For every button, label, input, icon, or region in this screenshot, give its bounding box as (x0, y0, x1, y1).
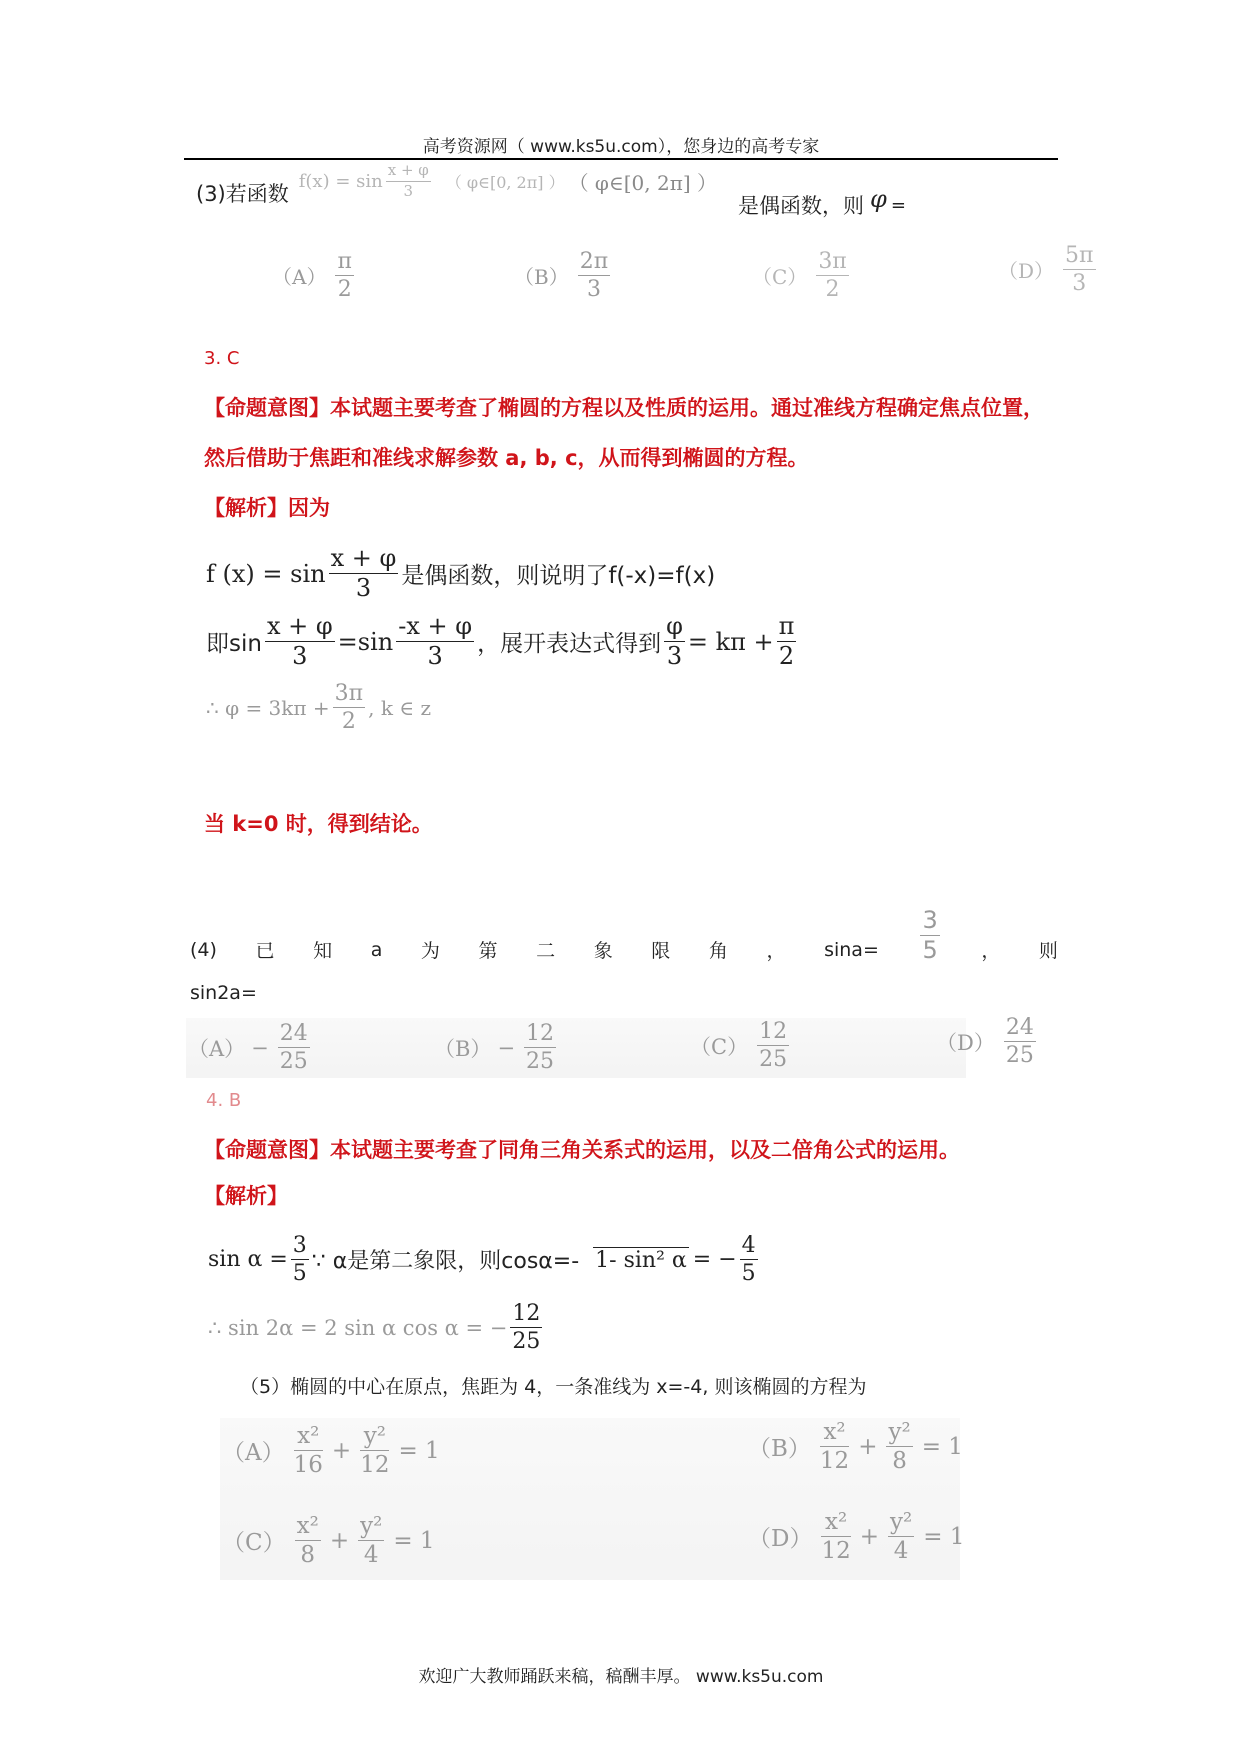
q5-option-c[interactable]: （C） $\frac{\text{x²}}{8}$ + $\frac{\text{y²}}{4}$ = 1 (222, 1513, 435, 1569)
q4-fraction: $\frac{3}{5}$ (922, 906, 938, 965)
q4-option-b[interactable]: （B） − $\frac{12}{25}$ (434, 1021, 555, 1075)
q5-option-b[interactable]: （B） $\frac{\text{x²}}{12}$ + $\frac{\text{y²}}{8}$ = 1 (748, 1419, 963, 1475)
q4-analysis-head: 【解析】 (204, 1184, 288, 1208)
q3-option-c[interactable]: （C） $\frac{3\pi}{2}$ (752, 249, 847, 303)
q3-analysis-line1: f (x) = sin $\frac{x + \varphi}{3}$ 是偶函数，则说明了f(-x)=f(x) (206, 544, 716, 603)
page-header (184, 132, 1058, 157)
q4-stem-line2: sin2a= (190, 982, 257, 1004)
q5-option-d[interactable]: （D） $\frac{\text{x²}}{12}$ + $\frac{\text{y²}}{4}$ = 1 (748, 1509, 965, 1565)
q3-analysis-line2: 即sin $\frac{x + \varphi}{3}$ =sin $\frac{-x + \varphi}{3}$ ，展开表达式得到 $\frac{\varphi}{3}$ = kπ + $\frac{\pi}{2}$ (206, 612, 795, 671)
q3-cond2: （ φ∈[0, 2π] ） (568, 170, 718, 195)
q4-sqrt: 1- sin² α (595, 1247, 687, 1273)
q4-option-a[interactable]: （A） − $\frac{24}{25}$ (188, 1021, 308, 1075)
q3-intent-line2: 然后借助于焦距和准线求解参数 a, b, c，从而得到椭圆的方程。 (204, 446, 809, 470)
q3-option-d[interactable]: （D） $\frac{5\pi}{3}$ (998, 243, 1094, 297)
header-title: 高考资源网（ www.ks5u.com），您身边的高考专家 (422, 137, 820, 157)
q4-intent: 【命题意图】本试题主要考查了同角三角关系式的运用，以及二倍角公式的运用。 (204, 1138, 960, 1162)
q3-analysis-line3: ∴ φ = 3kπ + $\frac{3\pi}{2}$ , k ∈ z (206, 681, 432, 735)
q4-answer: 4. B (206, 1090, 242, 1111)
q4-analysis-line1: sin α = $\frac{3}{5}$ ∵ α是第二象限，则cosα=- 1- sin² α = − $\frac{4}{5}$ (208, 1233, 756, 1287)
page-footer (184, 1662, 1058, 1687)
q4-option-d[interactable]: （D） $\frac{24}{25}$ (936, 1015, 1034, 1069)
q3-stem-suffix: 是偶函数，则 φ = (738, 185, 906, 218)
q3-function: f(x) = sin $\frac{x + \varphi}{3}$ （ φ∈[0, 2π] ） （ φ∈[0, 2π] ） (298, 161, 718, 200)
q5-stem: （5）椭圆的中心在原点，焦距为 4，一条准线为 x=-4, 则该椭圆的方程为 (240, 1376, 867, 1398)
q3-analysis-head: 【解析】因为 (204, 496, 330, 520)
q3-option-b[interactable]: （B） $\frac{2\pi}{3}$ (514, 249, 609, 303)
q5-option-a[interactable]: （A） $\frac{\text{x²}}{16}$ + $\frac{\text{y²}}{12}$ = 1 (222, 1423, 440, 1479)
footer-text: 欢迎广大教师踊跃来稿，稿酬丰厚。 www.ks5u.com (418, 1667, 824, 1687)
q3-phi: φ (870, 185, 887, 213)
q3-cond1: （ φ∈[0, 2π] ） (445, 172, 565, 192)
q3-prefix: (3)若函数 (196, 182, 289, 207)
q3-conclusion: 当 k=0 时，得到结论。 (204, 812, 433, 836)
q4-stem: (4) 已 知 a 为 第 二 象 限 角 ， sina= $\frac{3}{5}$ ， 则 (190, 906, 1058, 965)
q4-analysis-line2: ∴ sin 2α = 2 sin α cos α = − $\frac{12}{25}$ (208, 1301, 541, 1355)
q4-option-c[interactable]: （C） $\frac{12}{25}$ (690, 1019, 788, 1073)
q3-option-a[interactable]: （A） $\frac{\pi}{2}$ (272, 249, 352, 303)
q3-answer: 3. C (204, 348, 240, 369)
header-rule (184, 158, 1058, 160)
q3-intent-line1: 【命题意图】本试题主要考查了椭圆的方程以及性质的运用。通过准线方程确定焦点位置， (204, 396, 1044, 420)
